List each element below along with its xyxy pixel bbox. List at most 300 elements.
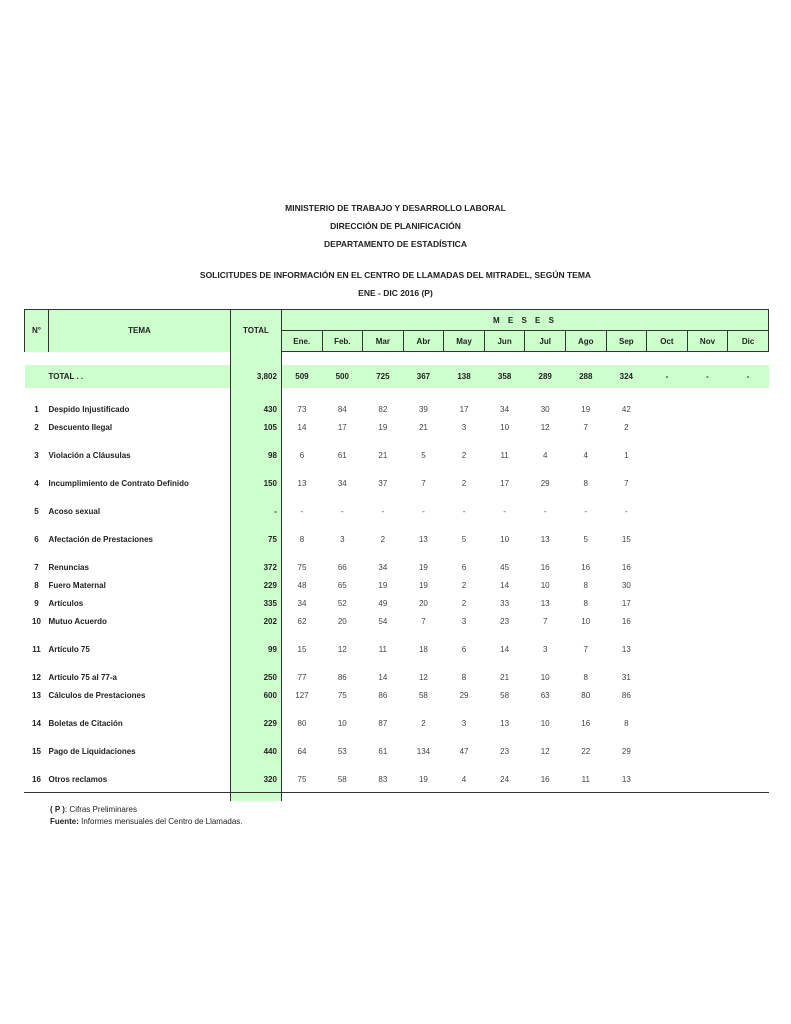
row-month-11 [687, 669, 728, 687]
row-month-4: 39 [418, 405, 428, 414]
row-month-11 [687, 613, 728, 631]
row-month-7: 16 [540, 563, 550, 572]
table-row [25, 447, 769, 465]
spacer-row-total [230, 493, 281, 503]
spacer-row-m1 [281, 549, 322, 559]
spacer-row-m7 [525, 705, 566, 715]
spacer-row-m2 [322, 631, 363, 641]
spacer-row-m3 [363, 659, 404, 669]
spacer-row [25, 493, 769, 503]
row-month-10 [647, 771, 688, 789]
spacer-row-num [25, 465, 49, 475]
row-tema: Acoso sexual [48, 507, 101, 516]
gap-row-num [25, 352, 49, 365]
row-month-9: 29 [621, 747, 631, 756]
requests-table [24, 309, 769, 801]
row-month-8: 7 [583, 645, 588, 654]
row-month-11 [687, 641, 728, 659]
spacer-row-m4 [403, 733, 444, 743]
row-month-6: 10 [500, 535, 510, 544]
header-row [25, 310, 769, 331]
row-month-10 [647, 613, 688, 631]
row-month-7: 7 [542, 617, 548, 626]
spacer-row-m4 [403, 659, 444, 669]
spacer-row [25, 761, 769, 771]
spacer-row-m7 [525, 521, 566, 531]
row-month-4: 134 [416, 747, 431, 756]
spacer-row-m6 [484, 549, 525, 559]
row-month-5: 17 [459, 405, 469, 414]
gap-row-m9 [606, 352, 647, 365]
row-month-10 [647, 559, 688, 577]
spacer-row-m10 [647, 761, 688, 771]
spacer-row-total [230, 733, 281, 743]
row-month-5: 47 [459, 747, 469, 756]
table-row [25, 559, 769, 577]
row-total: 600 [230, 687, 281, 705]
table-row [25, 419, 769, 437]
row-month-4: 13 [418, 535, 428, 544]
spacer-row-m2 [322, 733, 363, 743]
gap-row-2-m11 [687, 388, 728, 401]
gap-row-2-m5 [444, 388, 485, 401]
row-month-4: 18 [418, 645, 428, 654]
row-month-11 [687, 531, 728, 549]
total-row-month-1: 509 [281, 365, 322, 388]
row-month-11 [687, 503, 728, 521]
note-key: ( P ) [50, 805, 65, 814]
spacer-row-m4 [403, 705, 444, 715]
gap-row-tema [48, 352, 230, 365]
end-row [25, 789, 769, 801]
row-month-2: 84 [337, 405, 347, 414]
spacer-row-tema [48, 631, 230, 641]
source-text: Informes mensuales del Centro de Llamadas. [78, 817, 243, 826]
spacer-row-m3 [363, 521, 404, 531]
spacer-row-m8 [565, 465, 606, 475]
spacer-row-m9 [606, 705, 647, 715]
row-month-10 [647, 743, 688, 761]
spacer-row [25, 733, 769, 743]
total-row-month-5: 138 [444, 365, 485, 388]
row-month-1: 64 [297, 747, 307, 756]
row-month-1: 80 [297, 719, 307, 728]
spacer-row-m12 [728, 761, 769, 771]
row-month-7: 16 [540, 775, 550, 784]
spacer-row-tema [48, 521, 230, 531]
spacer-row-m12 [728, 493, 769, 503]
row-month-1: 127 [295, 691, 309, 700]
row-month-7: 10 [540, 581, 550, 590]
spacer-row-m8 [565, 733, 606, 743]
row-month-8: 11 [581, 775, 590, 784]
row-num: 11 [32, 645, 41, 654]
table-row [25, 503, 769, 521]
row-month-3: 86 [378, 691, 388, 700]
row-month-11 [687, 475, 728, 493]
row-month-11 [687, 771, 728, 789]
end-row-m8 [565, 789, 606, 801]
row-total: 75 [230, 531, 281, 549]
spacer-row-m4 [403, 549, 444, 559]
row-month-8: 8 [583, 599, 588, 608]
end-row-m2 [322, 789, 363, 801]
row-month-10 [647, 687, 688, 705]
row-month-12 [728, 475, 769, 493]
row-month-5: 5 [461, 535, 467, 544]
row-month-3: 11 [378, 645, 388, 654]
spacer-row-m6 [484, 437, 525, 447]
row-month-2: 17 [337, 423, 347, 432]
row-month-2: 12 [337, 645, 347, 654]
total-row-total: 3,802 [230, 365, 281, 388]
spacer-row-tema [48, 549, 230, 559]
row-month-12 [728, 559, 769, 577]
row-month-3: 82 [378, 405, 388, 414]
row-tema: Afectación de Prestaciones [48, 535, 153, 544]
row-month-4: 2 [421, 719, 426, 728]
end-row-m4 [403, 789, 444, 801]
spacer-row-m7 [525, 761, 566, 771]
row-tema: Otros reclamos [48, 775, 108, 784]
spacer-row-m9 [606, 761, 647, 771]
spacer-row-total [230, 631, 281, 641]
row-month-12 [728, 613, 769, 631]
row-month-8: 80 [581, 691, 591, 700]
gap-row-m12 [728, 352, 769, 365]
row-month-2: 86 [337, 673, 347, 682]
row-month-1: 15 [297, 645, 307, 654]
spacer-row-m8 [565, 493, 606, 503]
spacer-row-num [25, 549, 49, 559]
table-row [25, 531, 769, 549]
spacer-row-m4 [403, 493, 444, 503]
row-month-6: 33 [500, 599, 510, 608]
spacer-row-m10 [647, 705, 688, 715]
row-month-2: 20 [337, 617, 347, 626]
row-month-9: 15 [621, 535, 631, 544]
month-header-7: Jul [525, 331, 566, 352]
row-month-6: 24 [500, 775, 510, 784]
row-month-2: 66 [337, 563, 347, 572]
spacer-row-m5 [444, 521, 485, 531]
source-note [50, 817, 243, 826]
gap-row-2-total [230, 388, 281, 401]
month-header-9: Sep [606, 331, 647, 352]
preliminary-note [50, 805, 137, 814]
row-month-10 [647, 577, 688, 595]
spacer-row-m6 [484, 761, 525, 771]
row-month-2: 58 [337, 775, 347, 784]
row-tema: Mutuo Acuerdo [48, 617, 107, 626]
month-header-1: Ene. [281, 331, 322, 352]
row-num: 7 [34, 563, 39, 572]
row-month-9: 8 [624, 719, 629, 728]
row-month-10 [647, 419, 688, 437]
row-month-2: 52 [337, 599, 347, 608]
end-row-m7 [525, 789, 566, 801]
row-month-9: 30 [621, 581, 631, 590]
end-row-m12 [728, 789, 769, 801]
note-text: : Cifras Preliminares [64, 805, 137, 814]
month-header-6: Jun [484, 331, 525, 352]
row-month-5: 2 [461, 479, 467, 488]
header-total: TOTAL [230, 310, 281, 352]
month-header-11: Nov [687, 331, 728, 352]
spacer-row-num [25, 631, 49, 641]
spacer-row-m12 [728, 465, 769, 475]
spacer-row-m3 [363, 733, 404, 743]
row-month-11 [687, 447, 728, 465]
header-num: N° [25, 310, 49, 352]
spacer-row-total [230, 659, 281, 669]
row-tema: Pago de Liquidaciones [48, 747, 136, 756]
gap-row-2-m6 [484, 388, 525, 401]
spacer-row-m6 [484, 733, 525, 743]
row-month-4: 58 [418, 691, 428, 700]
row-month-11 [687, 559, 728, 577]
row-month-9: 31 [621, 673, 631, 682]
row-month-1: 34 [297, 599, 307, 608]
row-month-6: 13 [500, 719, 510, 728]
row-month-7: 29 [540, 479, 550, 488]
row-month-3: 87 [378, 719, 388, 728]
row-month-1: - [300, 507, 304, 516]
spacer-row-m8 [565, 521, 606, 531]
row-month-5: 2 [461, 581, 467, 590]
row-month-8: 16 [581, 563, 591, 572]
spacer-row-m11 [687, 493, 728, 503]
row-total: 229 [230, 715, 281, 733]
spacer-row [25, 631, 769, 641]
row-total: 105 [230, 419, 281, 437]
spacer-row-m3 [363, 705, 404, 715]
row-month-4: 19 [418, 563, 428, 572]
row-tema: Incumplimiento de Contrato Definido [48, 479, 189, 488]
row-tema: Artículo 75 al 77-a [48, 673, 117, 682]
spacer-row-m12 [728, 631, 769, 641]
gap-row-2-m9 [606, 388, 647, 401]
spacer-row-m1 [281, 659, 322, 669]
row-num: 16 [32, 775, 41, 784]
spacer-row-tema [48, 465, 230, 475]
spacer-row-m7 [525, 659, 566, 669]
row-month-8: 8 [583, 479, 588, 488]
spacer-row [25, 705, 769, 715]
gap-row-2-m1 [281, 388, 322, 401]
row-month-2: - [340, 507, 344, 516]
row-month-6: 58 [500, 691, 510, 700]
spacer-row-m10 [647, 493, 688, 503]
row-month-5: 8 [461, 673, 467, 682]
row-month-6: 10 [500, 423, 510, 432]
spacer-row-m1 [281, 733, 322, 743]
row-month-12 [728, 715, 769, 733]
row-month-8: 8 [583, 581, 588, 590]
end-row-tema [48, 789, 230, 801]
spacer-row-m11 [687, 659, 728, 669]
row-month-7: 10 [540, 719, 550, 728]
spacer-row-m4 [403, 437, 444, 447]
row-month-6: 14 [500, 581, 510, 590]
gap-row [25, 352, 769, 365]
row-tema: Artículo 75 [48, 645, 90, 654]
row-month-3: 14 [378, 673, 388, 682]
row-tema: Artículos [48, 599, 84, 608]
gap-row-m1 [281, 352, 322, 365]
row-month-7: 13 [540, 599, 550, 608]
row-month-10 [647, 595, 688, 613]
row-month-1: 13 [297, 479, 307, 488]
table-row [25, 687, 769, 705]
row-month-12 [728, 503, 769, 521]
row-month-12 [728, 401, 769, 419]
spacer-row-m7 [525, 437, 566, 447]
row-month-11 [687, 401, 728, 419]
row-month-3: 19 [378, 423, 388, 432]
spacer-row-m8 [565, 631, 606, 641]
total-row [25, 365, 769, 388]
row-month-10 [647, 669, 688, 687]
row-month-12 [728, 687, 769, 705]
row-month-12 [728, 447, 769, 465]
spacer-row-m10 [647, 521, 688, 531]
row-month-7: 63 [540, 691, 550, 700]
spacer-row-m6 [484, 493, 525, 503]
row-month-8: 10 [581, 617, 591, 626]
row-month-1: 62 [297, 617, 307, 626]
spacer-row-m9 [606, 437, 647, 447]
row-total: 430 [230, 401, 281, 419]
spacer-row-m1 [281, 631, 322, 641]
row-month-10 [647, 401, 688, 419]
spacer-row-m8 [565, 659, 606, 669]
spacer-row [25, 659, 769, 669]
month-header-4: Abr [403, 331, 444, 352]
department-title: DEPARTAMENTO DE ESTADÍSTICA [324, 239, 467, 249]
spacer-row-total [230, 549, 281, 559]
row-month-6: 14 [500, 645, 510, 654]
spacer-row-m4 [403, 761, 444, 771]
table-row [25, 577, 769, 595]
row-month-2: 34 [337, 479, 347, 488]
spacer-row-total [230, 705, 281, 715]
row-num: 13 [32, 691, 41, 700]
row-num: 15 [32, 747, 41, 756]
row-tema: Descuento Ilegal [48, 423, 113, 432]
row-month-4: 21 [418, 423, 428, 432]
row-total: 98 [230, 447, 281, 465]
row-month-7: 30 [540, 405, 550, 414]
direction-title: DIRECCIÓN DE PLANIFICACIÓN [330, 221, 461, 231]
row-month-6: 45 [500, 563, 510, 572]
month-header-5: May [444, 331, 485, 352]
header-meses: M E S E S [281, 310, 768, 331]
row-month-12 [728, 743, 769, 761]
spacer-row-m7 [525, 465, 566, 475]
row-month-9: 13 [621, 775, 631, 784]
row-month-12 [728, 771, 769, 789]
gap-row-m8 [565, 352, 606, 365]
spacer-row-num [25, 705, 49, 715]
gap-row-total [230, 352, 281, 365]
spacer-row-m1 [281, 465, 322, 475]
spacer-row-m4 [403, 631, 444, 641]
spacer-row-m11 [687, 733, 728, 743]
row-month-1: 14 [297, 423, 307, 432]
spacer-row-m8 [565, 705, 606, 715]
row-month-1: 48 [297, 581, 307, 590]
row-month-3: 2 [380, 535, 386, 544]
total-row-num [25, 365, 49, 388]
spacer-row-m6 [484, 465, 525, 475]
row-month-10 [647, 531, 688, 549]
row-month-11 [687, 743, 728, 761]
spacer-row-m3 [363, 761, 404, 771]
spacer-row-m1 [281, 493, 322, 503]
row-month-7: 12 [540, 423, 550, 432]
gap-row-2-m3 [363, 388, 404, 401]
spacer-row-num [25, 521, 49, 531]
spacer-row-m9 [606, 549, 647, 559]
spacer-row-m11 [687, 521, 728, 531]
row-month-3: 21 [378, 451, 388, 460]
spacer-row-m6 [484, 659, 525, 669]
row-month-8: 8 [583, 673, 588, 682]
gap-row-2-m7 [525, 388, 566, 401]
gap-row-2-m2 [322, 388, 363, 401]
spacer-row-m4 [403, 521, 444, 531]
spacer-row-m9 [606, 659, 647, 669]
spacer-row-m9 [606, 521, 647, 531]
ministry-title: MINISTERIO DE TRABAJO Y DESARROLLO LABORAL [285, 203, 506, 213]
row-month-2: 75 [337, 691, 347, 700]
total-row-month-4: 367 [403, 365, 444, 388]
spacer-row-m7 [525, 631, 566, 641]
row-month-3: 19 [378, 581, 388, 590]
row-month-11 [687, 419, 728, 437]
spacer-row-m4 [403, 465, 444, 475]
spacer-row-m5 [444, 705, 485, 715]
row-month-1: 75 [297, 563, 307, 572]
spacer-row-total [230, 521, 281, 531]
row-month-8: 19 [581, 405, 591, 414]
row-month-12 [728, 419, 769, 437]
row-month-1: 6 [299, 451, 305, 460]
row-month-10 [647, 715, 688, 733]
spacer-row-m11 [687, 761, 728, 771]
row-month-5: 3 [461, 719, 467, 728]
spacer-row-m5 [444, 631, 485, 641]
row-month-9: 16 [621, 563, 631, 572]
row-tema: Fuero Maternal [48, 581, 106, 590]
row-month-11 [687, 595, 728, 613]
row-month-10 [647, 503, 688, 521]
end-row-total [230, 789, 281, 801]
row-month-1: 77 [297, 673, 307, 682]
row-month-5: 3 [461, 617, 467, 626]
row-month-12 [728, 669, 769, 687]
spacer-row-m10 [647, 631, 688, 641]
spacer-row-m2 [322, 761, 363, 771]
row-month-6: 23 [500, 617, 510, 626]
gap-row-2-m12 [728, 388, 769, 401]
row-month-2: 61 [337, 451, 347, 460]
row-month-4: - [422, 507, 425, 516]
row-month-3: 61 [378, 747, 388, 756]
end-row-m11 [687, 789, 728, 801]
row-month-5: 29 [459, 691, 469, 700]
